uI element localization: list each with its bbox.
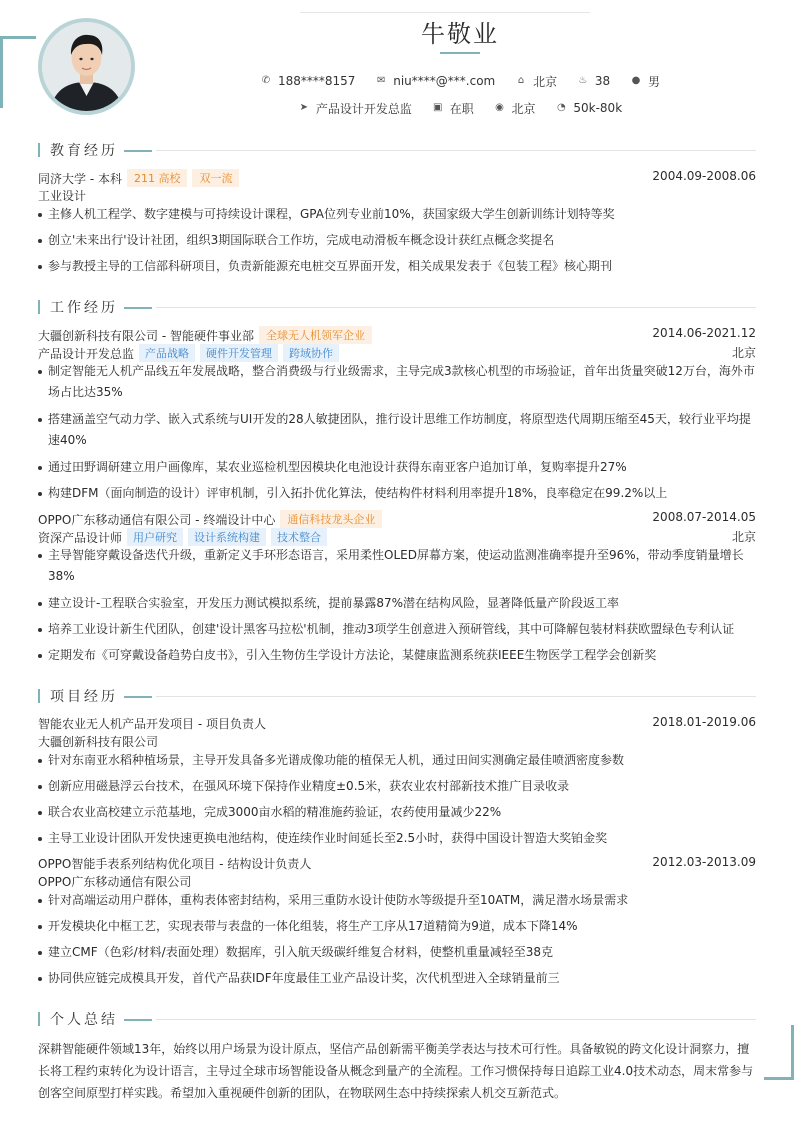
home-icon: ⌂ [517,75,525,86]
company-tag: 通信科技龙头企业 [280,510,382,528]
money-icon: ◔ [557,102,566,113]
gender-icon: ● [631,75,641,86]
contact-gender: ● 男 [631,74,661,89]
education-header [38,169,756,187]
list-item: 通过田野调研建立用户画像库，某农业巡检机型因模块化电池设计获得东南亚客户追加订单，复购率提升27% [38,457,756,478]
phone-icon: ✆ [261,75,271,86]
work-city: 北京 [731,530,756,544]
work-role [38,344,756,362]
section-project [38,688,756,704]
list-item: 联合农业高校建立示范基地，完成3000亩水稻的精准施药验证，农药使用量减少22% [38,802,756,823]
section-title: 教育经历 [50,143,118,159]
list-item: 针对东南亚水稻种植场景，主导开发具备多光谱成像功能的植保无人机，通过田间实测确定最佳喷洒密度参数 [38,750,756,771]
project-org-name: OPPO广东移动通信有限公司 [38,875,192,889]
list-item: 制定智能无人机产品线五年发展战略，整合消费级与行业级需求，主导完成3款核心机型的市场验证，首年出货量突破12万台，海外市场占比达35% [38,361,756,403]
skill-tag: 设计系统构建 [188,528,266,546]
section-divider [156,1019,756,1020]
list-item: 培养工业设计新生代团队，创建'设计黑客马拉松'机制，推动3项学生创意进入预研管线，其中可降解包装材料获欧盟绿色专利认证 [38,619,756,640]
list-item: 搭建涵盖空气动力学、嵌入式系统与UI开发的28人敏捷团队，推行设计思维工作坊制度，将原型迭代周期压缩至45天，较行业平均提速40% [38,409,756,451]
project-org-name: 大疆创新科技有限公司 [38,735,159,749]
project-org [38,733,756,751]
cake-icon: ♨ [578,75,588,86]
name-underline [440,52,480,54]
candidate-name: 牛敬业 [421,20,499,48]
contact-phone: ✆ 188****8157 [261,74,356,88]
contact-age: ♨ 38 [578,74,611,88]
contact-row [0,72,794,90]
work-role [38,528,756,546]
section-bar [38,689,40,703]
section-accent-line [124,1019,152,1021]
briefcase-icon: ▣ [432,102,443,113]
summary-text: 深耕智能硬件领域13年，始终以用户场景为设计原点，坚信产品创新需平衡美学表达与技术可行性。具备敏锐的跨文化设计洞察力，擅长将工程约束转化为设计语言，主导过全球市场智能设备从概念到量产的全流程。工作习惯保持每日追踪工业4.0技术动态，周末常参与创客空间原型打样实践。希望加入重视硬件创新的团队，在物联网生态中持续探索人机交互新范式。 [38,1042,754,1100]
list-item: 定期发布《可穿戴设备趋势白皮书》，引入生物仿生学设计方法论，某健康监测系统获IEEE生物医学工程学会创新奖 [38,645,756,666]
intent-city: ◉ 北京 [495,101,536,116]
section-divider [156,307,756,308]
section-accent-line [124,696,152,698]
intent-position: ➤ 产品设计开发总监 [299,101,412,116]
section-divider [156,696,756,697]
section-divider [156,150,756,151]
intent-row [0,99,794,117]
list-item: 建立设计-工程联合实验室，开发压力测试模拟系统，提前暴露87%潜在结构风险，显著降低量产阶段返工率 [38,593,756,614]
school-name: 同济大学 - 本科 [38,171,122,186]
project-period: 2012.03-2013.09 [652,855,756,869]
section-title: 工作经历 [50,300,118,316]
send-icon: ➤ [299,102,309,113]
work-header [38,326,756,344]
skill-tag: 跨域协作 [283,344,339,362]
section-work [38,299,756,315]
skill-tag: 硬件开发管理 [200,344,278,362]
section-summary [38,1011,756,1027]
job-title: 资深产品设计师 [38,530,123,545]
list-item: 开发模块化中框工艺，实现表带与表盘的一体化组装，将生产工序从17道精简为9道，成本下降14% [38,916,756,937]
list-item: 主导工业设计团队开发快速更换电池结构，使连续作业时间延长至2.5小时，获得中国设计智造大奖铂金奖 [38,828,756,849]
decor-corner-bottom-right [764,1025,794,1080]
section-accent-line [124,307,152,309]
project-org [38,873,756,891]
list-item: 创新应用磁悬浮云台技术，在强风环境下保持作业精度±0.5米，获农业农村部新技术推广目录收录 [38,776,756,797]
decor-top-line [300,12,590,13]
project-period: 2018.01-2019.06 [652,715,756,729]
skill-tag: 技术整合 [271,528,327,546]
section-accent-line [124,150,152,152]
list-item: 建立CMF（色彩/材料/表面处理）数据库，引入航天级碳纤维复合材料，使整机重量减轻至38克 [38,942,756,963]
work-period: 2014.06-2021.12 [652,326,756,340]
project-header [38,855,756,873]
section-title: 项目经历 [50,689,118,705]
list-item: 主导智能穿戴设备迭代升级，重新定义手环形态语言，采用柔性OLED屏幕方案，使运动监测准确率提升至96%，带动季度销量增长38% [38,545,756,587]
education-major [38,187,756,205]
company-tag: 全球无人机领军企业 [259,326,372,344]
list-item: 参与教授主导的工信部科研项目，负责新能源充电桩交互界面开发，相关成果发表于《包装工程》核心期刊 [38,256,756,277]
list-item: 针对高端运动用户群体，重构表体密封结构，采用三重防水设计使防水等级提升至10ATM，满足潜水场景需求 [38,890,756,911]
mail-icon: ✉ [377,75,386,86]
company-name: OPPO广东移动通信有限公司 - 终端设计中心 [38,512,276,527]
skill-tag: 用户研究 [127,528,183,546]
skill-tag: 产品战略 [139,344,195,362]
list-item: 主修人机工程学、数字建模与可持续设计课程，GPA位列专业前10%，获国家级大学生创新训练计划特等奖 [38,204,756,225]
list-item: 创立'未来出行'设计社团，组织3期国际联合工作坊，完成电动滑板车概念设计获红点概念奖提名 [38,230,756,251]
work-city: 北京 [731,346,756,360]
section-bar [38,1012,40,1026]
section-title: 个人总结 [50,1012,118,1028]
contact-email: ✉ niu****@***.com [377,74,496,88]
work-period: 2008.07-2014.05 [652,510,756,524]
job-title: 产品设计开发总监 [38,346,135,361]
education-period: 2004.09-2008.06 [652,169,756,183]
work-header [38,510,756,528]
section-education [38,142,756,158]
section-bar [38,143,40,157]
major-name: 工业设计 [38,189,87,203]
list-item: 构建DFM（面向制造的设计）评审机制，引入拓扑优化算法，使结构件材料利用率提升18%，良率稳定在99.2%以上 [38,483,756,504]
contact-city: ⌂ 北京 [515,73,557,90]
school-tag: 双一流 [192,169,239,187]
school-tag: 211 高校 [127,169,188,187]
location-icon: ◉ [495,102,504,113]
company-name: 大疆创新科技有限公司 - 智能硬件事业部 [38,328,254,343]
project-header [38,715,756,733]
project-name: 智能农业无人机产品开发项目 - 项目负责人 [38,717,266,731]
project-name: OPPO智能手表系列结构优化项目 - 结构设计负责人 [38,857,312,871]
list-item: 协同供应链完成模具开发，首代产品获IDF年度最佳工业产品设计奖，次代机型进入全球销量前三 [38,968,756,989]
intent-salary: ◔ 50k-80k [557,101,623,115]
section-bar [38,300,40,314]
intent-status: ▣ 在职 [432,101,474,116]
